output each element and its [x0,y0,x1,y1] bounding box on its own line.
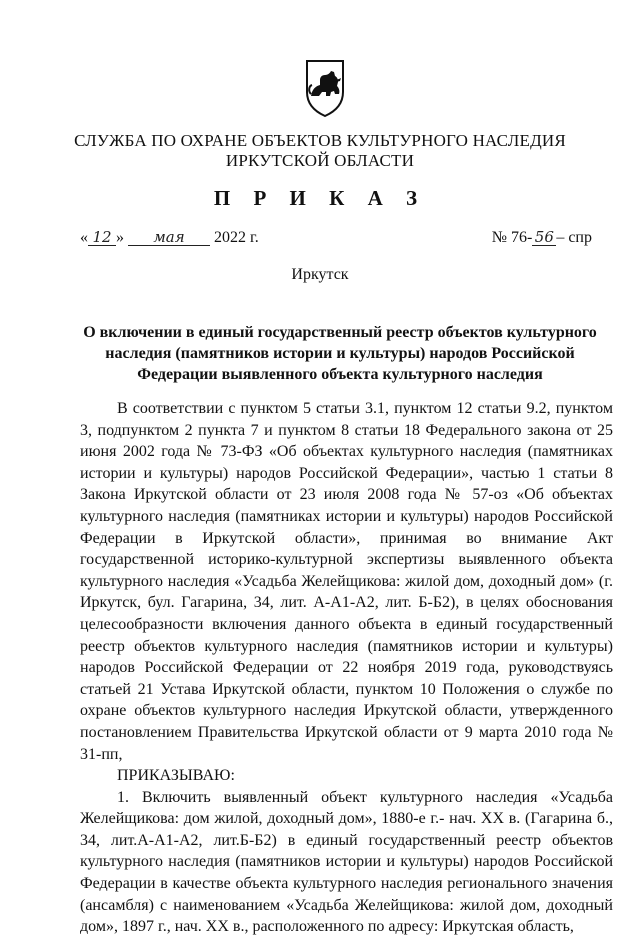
order-item-1: 1. Включить выявленный объект культурного наследия «Усадьба Желейщикова: дом жилой, доходный дом», 1880-е г.- нач. XX в. (Гагарина б., 34, лит.А-А1-А2, лит.Б-Б2) в единый государственный реестр объектов культурного наследия (памятников истории и культуры) народов Российской Федерации в качестве объекта культурного наследия регионального значения (ансамбля) с наименованием «Усадьба Желейщикова: жилой дом, доходный дом», 1897 г., нач. XX в., расположенного по адресу: Иркутская область, [80,788,613,936]
order-number-prefix: № 76- [491,229,533,246]
document-type-title: П Р И К А З [213,186,427,210]
preamble-paragraph: В соответствии с пунктом 5 статьи 3.1, пунктом 12 статьи 9.2, пунктом 3, подпунктом 2 пункта 7 и пунктом 8 статьи 18 Федерального закона от 25 июня 2002 года № 73-ФЗ «Об объектах культурного наследия (памятниках истории и культуры) народов Российской Федерации», частью 1 статьи 8 Закона Иркутской области от 23 июля 2008 года № 57-оз «Об объектах культурного наследия (памятниках истории и культуры) народов Российской Федерации в Иркутской области», принимая во внимание Акт государственной историко-культурной экспертизы выявленного объекта культурного наследия «Усадьба Желейщикова: жилой дом, доходный дом» (г. Иркутск, бул. Гагарина, 34, лит. А-А1-А2, лит. Б-Б2), в целях обоснования целесообразности включения данного объекта в единый государственный реестр объектов культурного наследия (памятников истории и культуры) народов Российской Федерации от 22 ноября 2019 года, руководствуясь статьей 21 Устава Иркутской области, пунктом 10 Положения о службе по охране объектов культурного наследия Иркутской области, утвержденного постановлением Правительства Иркутской области от 9 марта 2010 года № 31-пп, [80,400,613,763]
order-number [492,229,592,247]
order-number-handwritten: 56 [532,230,556,246]
date-line [80,229,259,247]
date-close-quote: » [116,229,124,246]
date-year: 2022 г. [214,229,259,246]
city-name: Иркутск [291,266,349,283]
order-number-suffix: – спр [556,229,592,246]
date-open-quote: « [80,229,88,246]
coat-of-arms-icon [304,58,346,118]
order-word: ПРИКАЗЫВАЮ: [117,767,235,785]
document-body [80,398,613,938]
organization-name-line2: ИРКУТСКОЙ ОБЛАСТИ [225,151,415,170]
date-day: 12 [88,230,116,246]
date-month: мая [128,230,210,246]
order-heading: О включении в единый государственный реестр объектов культурного наследия (памятников истории и культуры) народов Российской Федерации выявленного объекта культурного наследия [83,324,597,383]
organization-name-line1: СЛУЖБА ПО ОХРАНЕ ОБЪЕКТОВ КУЛЬТУРНОГО НАСЛЕДИЯ [74,131,566,150]
